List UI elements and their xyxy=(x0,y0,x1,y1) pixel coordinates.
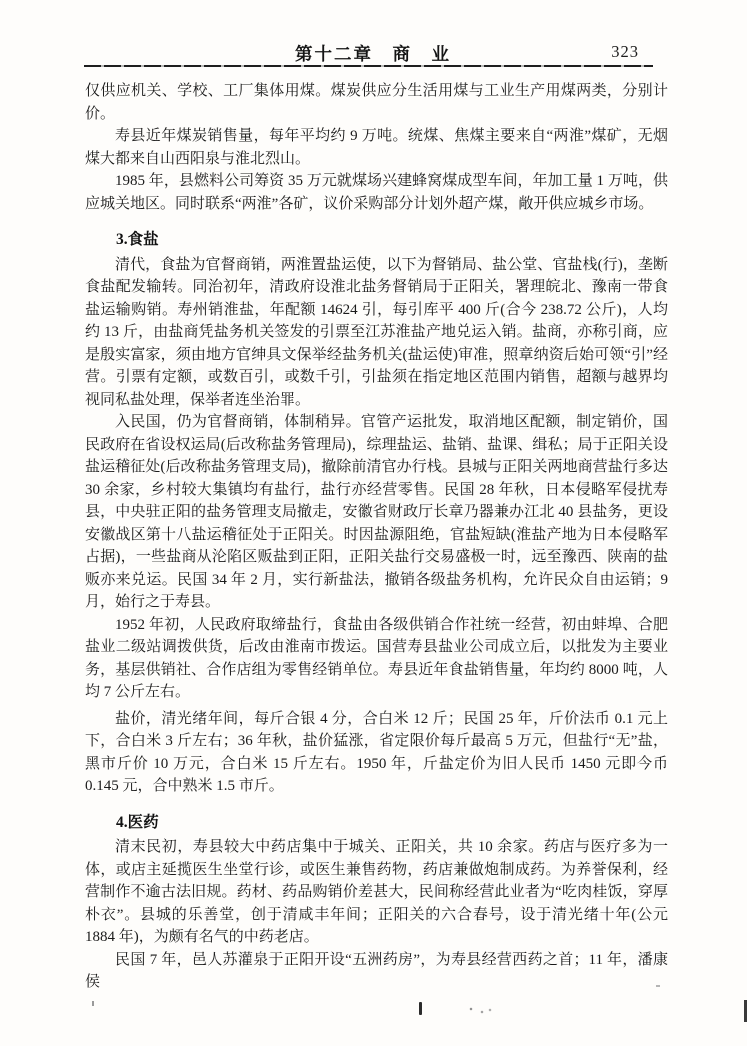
paragraph-medicine-overview: 清末民初，寿县较大中药店集中于城关、正阳关，共 10 余家。药店与医疗多为一体，或店主延揽医生坐堂行诊，或医生兼售药物，药店兼做炮制成药。为养誉保利，经营制作不逾古法旧规。药材、药品购销价差甚大，民间称经营此业者为“吃肉桂饭，穿厚朴衣”。县城的乐善堂，创于清咸丰年间；正阳关的六合春号，设于清光绪十年(公元 1884 年)，为颇有名气的中药老店。 xyxy=(85,839,668,945)
paragraph-coal-1985: 1985 年，县燃料公司筹资 35 万元就煤场兴建蜂窝煤成型车间，年加工量 1 万吨，供应城关地区。同时联系“两淮”各矿，议价采购部分计划外超产煤，敞开供应城乡市场。 xyxy=(85,173,668,212)
paragraph-salt-1952: 1952 年初，人民政府取缔盐行，食盐由各级供销合作社统一经营，初由蚌埠、合肥盐业二级站调拨供货，后改由淮南市拨运。国营寿县盐业公司成立后，以批发为主要业务，基层供销社、合作店组为零售经销单位。寿县近年食盐销售量，年均约 8000 吨，人均 7 公斤左右。 xyxy=(85,616,668,700)
paragraph-salt-republic: 入民国，仍为官督商销，体制稍异。官管产运批发，取消地区配额，制定销价，国民政府在省设权运局(后改称盐务管理局)，综理盐运、盐销、盐课、缉私；局于正阳关设盐运稽征处(后改称盐务管理支局)，撤除前清官办行栈。县城与正阳关两地商营盐行多达 30 余家，乡村较大集镇均有盐行，盐行亦经营零售。民国 28 年秋，日本侵略军侵扰寿县，中央驻正阳的盐务管理支局撤走，安徽省财政厅长章乃器兼办江北 40 县盐务，更设安徽战区第十八盐运稽征处于正阳关。时因盐源阻绝，官盐短缺(淮盐产地为日本侵略军占据)，一些盐商从沦陷区贩盐到正阳，正阳关盐行交易盛极一时，远至豫西、陕南的盐贩亦来兑运。民国 34 年 2 月，实行新盐法，撤销各级盐务机构，允许民众自由运销；9 月，始行之于寿县。 xyxy=(85,414,668,610)
scan-artifact-bar-center xyxy=(419,1002,422,1015)
section-heading-salt: 3.食盐 xyxy=(116,231,159,248)
scan-artifact-speck-topright xyxy=(656,985,660,987)
header-rule xyxy=(84,65,653,67)
scan-artifact-speck-left xyxy=(92,1001,94,1006)
running-header xyxy=(85,41,661,65)
paragraph-salt-price: 盐价，清光绪年间，每斤合银 4 分，合白米 12 斤；民国 25 年，斤价法币 0.1 元上下，合白米 3 斤左右；36 年秋，盐价猛涨，省定限价每斤最高 5 万元，但盐行“无”盐，黑市斤价 10 万元，合白米 15 斤左右。1950 年，斤盐定价为旧人民币 1450 元即今币 0.145 元，合中熟米 1.5 市斤。 xyxy=(85,710,668,794)
paragraph-coal-sales: 寿县近年煤炭销售量，每年平均约 9 万吨。统煤、焦煤主要来自“两淮”煤矿，无烟煤大都来自山西阳泉与淮北烈山。 xyxy=(85,128,668,167)
page-number: 323 xyxy=(611,42,639,61)
page-body xyxy=(85,80,668,994)
scan-artifact-specks-mid xyxy=(468,1007,494,1015)
paragraph-salt-qing: 清代，食盐为官督商销，两淮置盐运使，以下为督销局、盐公堂、官盐栈(行)，垄断食盐配发输转。同治初年，清政府设淮北盐务督销局于正阳关，署理皖北、豫南一带食盐运输购销。寿州销淮盐，年配额 14624 引，每引库平 400 斤(合今 238.72 公斤)，人均约 13 斤，由盐商凭盐务机关签发的引票至江苏淮盐产地兑运入销。盐商，亦称引商，应是殷实富家，须由地方官绅具文保举经盐务机关(盐运使)审准，照章纳资后始可领“引”经营。引票有定额，或数百引，或数千引，引盐须在指定地区范围内销售，超额与越界均视同私盐处理，保举者连坐治罪。 xyxy=(85,256,668,408)
chapter-title: 第十二章 商 业 xyxy=(295,44,451,64)
section-heading-medicine: 4.医药 xyxy=(116,813,159,831)
paragraph-medicine-republic: 民国 7 年，邑人苏灌泉于正阳开设“五洲药房”，为寿县经营西药之首；11 年，潘康侯 xyxy=(85,951,668,990)
paragraph-coal-continuation: 仅供应机关、学校、工厂集体用煤。煤炭供应分生活用煤与工业生产用煤两类，分别计价。 xyxy=(85,83,668,122)
